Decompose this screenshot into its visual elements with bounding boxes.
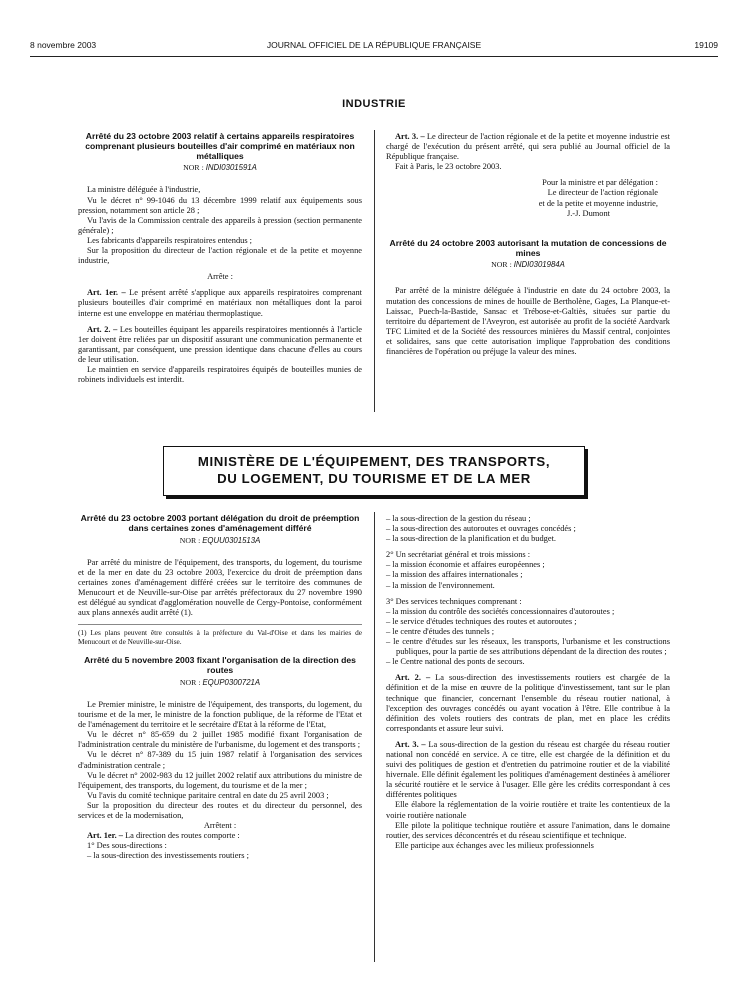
list-heading: 3° Des services techniques comprenant :	[386, 596, 522, 606]
article-3: Art. 3. – Le directeur de l'action régionale et de la petite et moyenne industrie est chargé de l'exécution du présent arrêté, qui sera publié au Journal officiel de la République française.	[386, 132, 670, 162]
article-2: Art. 2. – La sous-direction des investissements routiers est chargée de la définition et de la mise en œuvre de la politique d'investissement, tant sur le plan technique que financier, concernant l'ensemble du réseau routier national, à l'exception des ouvrages concédés ou ayant vocation à l'être. Elle contribue à la définition des volets routiers des contrats de plan, met en place les crédits correspondants et assure leur suivi.	[386, 673, 670, 733]
nor-line: NOR : INDI0301591A	[183, 163, 257, 173]
paragraph: Vu le décret n° 99-1046 du 13 décembre 1999 relatif aux équipements sous pression, notamment son article 28 ;	[78, 195, 362, 215]
list-item: – la sous-direction de la gestion du réseau ;	[386, 514, 531, 523]
fait-a-paris: Fait à Paris, le 23 octobre 2003.	[395, 162, 502, 172]
list-item: – le Centre national des ponts de secours.	[386, 657, 525, 667]
article-1: Art. 1er. – La direction des routes comporte :	[87, 831, 240, 841]
nor-line: NOR : INDI0301984A	[491, 260, 565, 270]
paragraph: Sur la proposition du directeur des routes et du directeur du personnel, des services et de la modernisation,	[78, 800, 362, 820]
list-item: – la mission économie et affaires européennes ;	[386, 560, 545, 570]
nor-line: NOR : EQUU0301513A	[179, 535, 261, 545]
arrete-direction-routes-suite	[386, 514, 670, 851]
paragraph: Le Premier ministre, le ministre de l'équipement, des transports, du logement, du tourisme et de la mer, le ministre de la fonction publique, de la réforme de l'Etat et de l'aménagement du territoire et le secrétaire d'Etat à la réforme de l'Etat,	[78, 699, 362, 730]
list-item: – le centre d'études des tunnels ;	[386, 626, 495, 636]
signature-line: et de la petite et moyenne industrie,	[538, 198, 658, 208]
column-divider	[374, 130, 375, 412]
list-item: – la mission du contrôle des sociétés concessionnaires d'autoroutes ;	[386, 606, 615, 616]
article-2: Art. 2. – Les bouteilles équipant les appareils respiratoires mentionnés à l'article 1er doivent être reliées par un dispositif assurant une communication permanente et garantissant, par conséquent, une pression identique dans chacune d'elles au cours de leur utilisation.	[78, 324, 362, 364]
article-title: Arrêté du 23 octobre 2003 relatif à certains appareils respiratoires comprenant plusieurs bouteilles d'air comprimé en matériaux non métalliques	[85, 131, 355, 161]
article-title: Arrêté du 24 octobre 2003 autorisant la mutation de concessions de mines	[389, 237, 667, 258]
signatory-name: J.-J. Dumont	[566, 208, 610, 218]
article-1: Art. 1er. – Le présent arrêté s'applique aux appareils respiratoires comprenant plusieurs bouteilles d'air comprimé en matériaux non métalliques dont la paroi interne est une enveloppe en matériau thermoplastique.	[78, 288, 363, 318]
paragraph: Elle participe aux échanges avec les milieux professionnels	[395, 840, 594, 850]
paragraph: Vu le décret n° 87-389 du 15 juin 1987 relatif à l'organisation des services d'administration centrale ;	[78, 750, 362, 770]
ministry-banner	[163, 446, 585, 496]
list-item: – la sous-direction de la planification et du budget.	[386, 534, 557, 544]
paragraph: Les fabricants d'appareils respiratoires entendus ;	[87, 235, 252, 245]
paragraph: Sur la proposition du directeur de l'action régionale et de la petite et moyenne industrie,	[78, 246, 362, 266]
ministry-line-2: DU LOGEMENT, DU TOURISME ET DE LA MER	[217, 471, 531, 486]
list-heading: 2° Un secrétariat général et trois missions :	[386, 550, 531, 560]
paragraph: Par arrêté de la ministre déléguée à l'industrie en date du 24 octobre 2003, la mutation des concessions de mines de houille de Bertholène, Gages, La Planque-et-Laissac, Puech-la-Bastide, Sansac et Trébose-et-Galtiès, situées sur partie du territoire du département de l'Aveyron, est autorisée au profit de la société Aardvark TFC Limited et de la Société des ressources minières du Massif central, conjointes et solidaires, sans que cette autorisation implique l'approbation des conditions financières de l'opération ou préjuge la valeur des mines.	[386, 286, 670, 356]
list-item: – la sous-direction des investissements routiers ;	[87, 851, 249, 861]
paragraph: Vu l'avis du comité technique paritaire central en date du 25 avril 2003 ;	[87, 790, 329, 800]
list-item: – la sous-direction des autoroutes et ouvrages concédés ;	[386, 524, 576, 534]
paragraph: Vu l'avis de la Commission centrale des appareils à pression (section permanente générale) ;	[78, 215, 362, 235]
list-heading: 1° Des sous-directions :	[87, 841, 167, 851]
page-number: 19109	[694, 40, 718, 50]
paragraph: La ministre déléguée à l'industrie,	[87, 185, 201, 195]
arrete-preemption	[78, 514, 362, 861]
list-item: – le centre d'études sur les réseaux, les transports, l'urbanisme et les constructions publiques, pour la partie de ses attributions dépendant de la direction des routes ;	[386, 637, 670, 657]
paragraph: Elle pilote la politique technique routière et assure l'animation, dans le domaine routier, des services déconcentrés et du réseau scientifique et technique.	[386, 820, 670, 840]
arrete-appareils-respiratoires-suite	[386, 132, 670, 357]
list-item: – la mission de l'environnement.	[386, 580, 495, 590]
ministry-line-1: MINISTÈRE DE L'ÉQUIPEMENT, DES TRANSPORTS,	[197, 454, 551, 469]
arrete-word: Arrête :	[207, 272, 233, 282]
nor-line: NOR : EQUP0300721A	[179, 677, 261, 687]
signature-line: Pour la ministre et par délégation :	[542, 178, 658, 188]
paragraph: Vu le décret n° 85-659 du 2 juillet 1985 modifié fixant l'organisation de l'administration centrale du ministère de l'urbanisme, du logement et des transports ;	[78, 730, 362, 750]
list-item: – le service d'études techniques des routes et autoroutes ;	[386, 616, 577, 626]
signature-line: Le directeur de l'action régionale	[547, 188, 658, 198]
article-3: Art. 3. – La sous-direction de la gestion du réseau est chargée du réseau routier national non concédé en service. A ce titre, elle est chargée de la définition et du suivi des politiques de gestion et d'entretien du patrimoine routier et de la viabilité hivernale. Elle définit également les politiques d'aménagement destinées à améliorer la sécurité routière et le service à l'usager. Elle gère les crédits correspondant à ces différentes politiques	[386, 739, 670, 800]
arretent-word: Arrêtent :	[203, 821, 237, 831]
arrete-appareils-respiratoires	[78, 132, 362, 385]
journal-name: JOURNAL OFFICIEL DE LA RÉPUBLIQUE FRANÇAISE	[266, 40, 482, 50]
paragraph: Elle élabore la réglementation de la voirie routière et traite les contentieux de la voirie routière nationale	[386, 800, 670, 820]
article-title: Arrêté du 23 octobre 2003 portant délégation du droit de préemption dans certaines zones d'aménagement différé	[80, 513, 360, 533]
article-title: Arrêté du 5 novembre 2003 fixant l'organisation de la direction des routes	[84, 655, 356, 676]
footnote: (1) Les plans peuvent être consultés à la préfecture du Val-d'Oise et dans les mairies de Menucourt et de Neuville-sur-Oise.	[78, 624, 362, 646]
paragraph: Vu le décret n° 2002-983 du 12 juillet 2002 relatif aux attributions du ministre de l'équipement, des transports, du logement, du tourisme et de la mer ;	[78, 770, 362, 790]
column-divider	[374, 512, 375, 962]
issue-date: 8 novembre 2003	[30, 40, 97, 50]
running-header	[30, 40, 718, 54]
paragraph: Par arrêté du ministre de l'équipement, des transports, du logement, du tourisme et de la mer en date du 23 octobre 2003, l'exercice du droit de préemption dans certaines zones d'aménagement différé créées sur le territoire des communes de Menucourt et de Neuville-sur-Oise par arrêtés préfectoraux du 27 novembre 1990 est délégué au syndicat d'agglomération nouvelle de Cergy-Pontoise, conformément aux plans annexés audit arrêté (1).	[78, 557, 362, 618]
section-title: INDUSTRIE	[342, 98, 406, 110]
list-item: – la mission des affaires internationales ;	[386, 570, 523, 580]
paragraph: Le maintien en service d'appareils respiratoires équipés de bouteilles munies de robinets individuels est interdit.	[78, 364, 362, 385]
header-rule	[30, 56, 718, 57]
